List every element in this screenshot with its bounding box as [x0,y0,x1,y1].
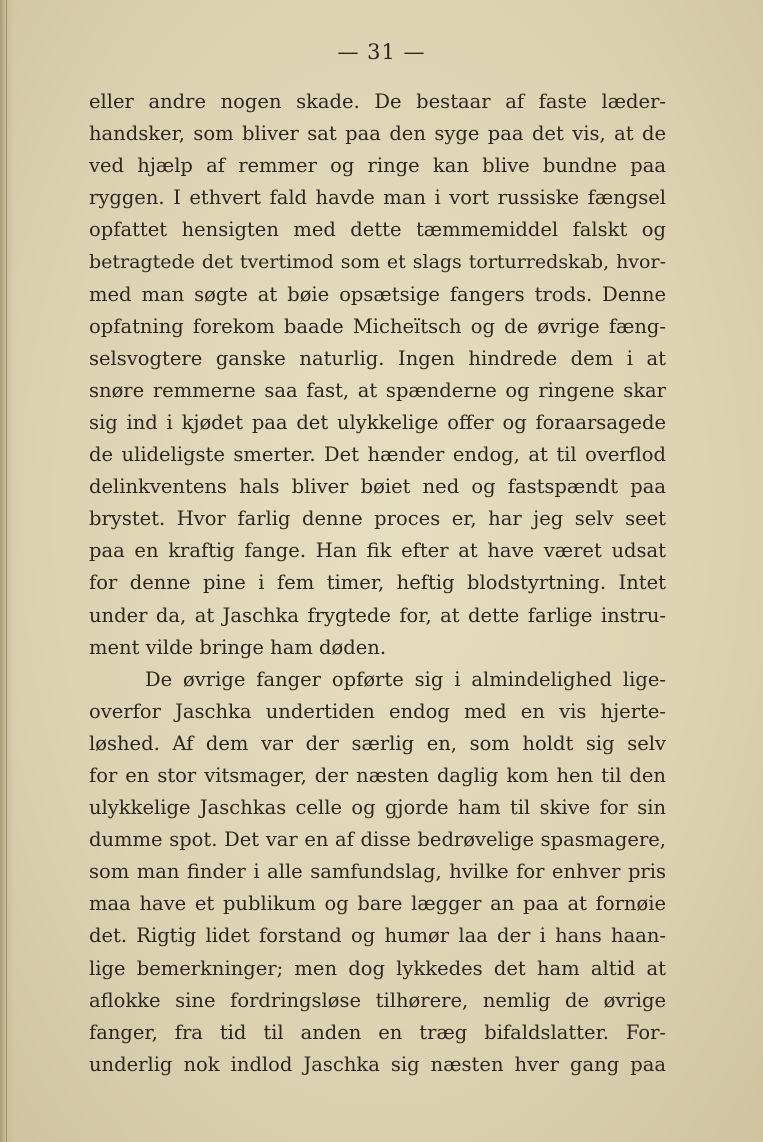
text-line: ryggen. I ethvert fald havde man i vort russiske fængsel [89,186,666,210]
text-line: opfattet hensigten med dette tæmmemiddel falskt og [89,218,666,242]
text-line: under da, at Jaschka frygtede for, at dette farlige instru- [89,603,666,627]
text-line: betragtede det tvertimod som et slags torturredskab, hvor- [89,251,666,274]
text-line: opfatning forekom baade Micheïtsch og de øvrige fæng- [89,314,666,338]
text-line: lige bemerkninger; men dog lykkedes det ham altid at [89,956,666,980]
text-line: paa en kraftig fange. Han fik efter at have været udsat [89,539,666,563]
text-line: maa have et publikum og bare lægger an paa at fornøie [89,892,666,916]
text-line: eller andre nogen skade. De bestaar af faste læder- [89,90,666,113]
text-line: de ulideligste smerter. Det hænder endog, at til overflod [89,443,666,467]
text-line: underlig nok indlod Jaschka sig næsten hver gang paa [89,1052,666,1076]
text-line: det. Rigtig lidet forstand og humør laa der i hans haan- [89,924,666,948]
text-line: for en stor vitsmager, der næsten daglig kom hen til den [89,763,666,787]
text-line: fanger, fra tid til anden en træg bifaldslatter. For- [89,1020,666,1044]
text-line: sig ind i kjødet paa det ulykkelige offer og foraarsagede [89,410,666,434]
page-number: — 31 — [337,40,426,64]
text-line: for denne pine i fem timer, heftig blodstyrtning. Intet [89,571,666,595]
text-line: dumme spot. Det var en af disse bedrøvelige spasmagere, [89,828,666,852]
text-line: delinkventens hals bliver bøiet ned og fastspændt paa [89,475,666,499]
body-text [89,86,666,1081]
text-line: handsker, som bliver sat paa den syge paa det vis, at de [89,122,666,146]
text-line: med man søgte at bøie opsætsige fangers trods. Denne [89,282,666,306]
text-line: ulykkelige Jaschkas celle og gjorde ham til skive for sin [89,796,666,820]
text-line: selsvogtere ganske naturlig. Ingen hindrede dem i at [89,346,666,370]
page-edge-line [6,0,7,1142]
text-line: brystet. Hvor farlig denne proces er, har jeg selv seet [89,507,666,531]
page-gutter-shadow [0,0,14,1142]
text-line: ment vilde bringe ham døden. [89,635,387,659]
text-line: snøre remmerne saa fast, at spænderne og ringene skar [89,378,666,402]
text-line: overfor Jaschka undertiden endog med en vis hjerte- [89,699,666,723]
text-line: som man finder i alle samfundslag, hvilke for enhver pris [89,860,666,884]
text-line: aflokke sine fordringsløse tilhørere, nemlig de øvrige [89,988,666,1012]
text-line: ved hjælp af remmer og ringe kan blive bundne paa [89,154,666,178]
text-line: løshed. Af dem var der særlig en, som holdt sig selv [89,731,666,755]
paragraph-start-line: De øvrige fanger opførte sig i almindelighed lige- [145,667,666,691]
